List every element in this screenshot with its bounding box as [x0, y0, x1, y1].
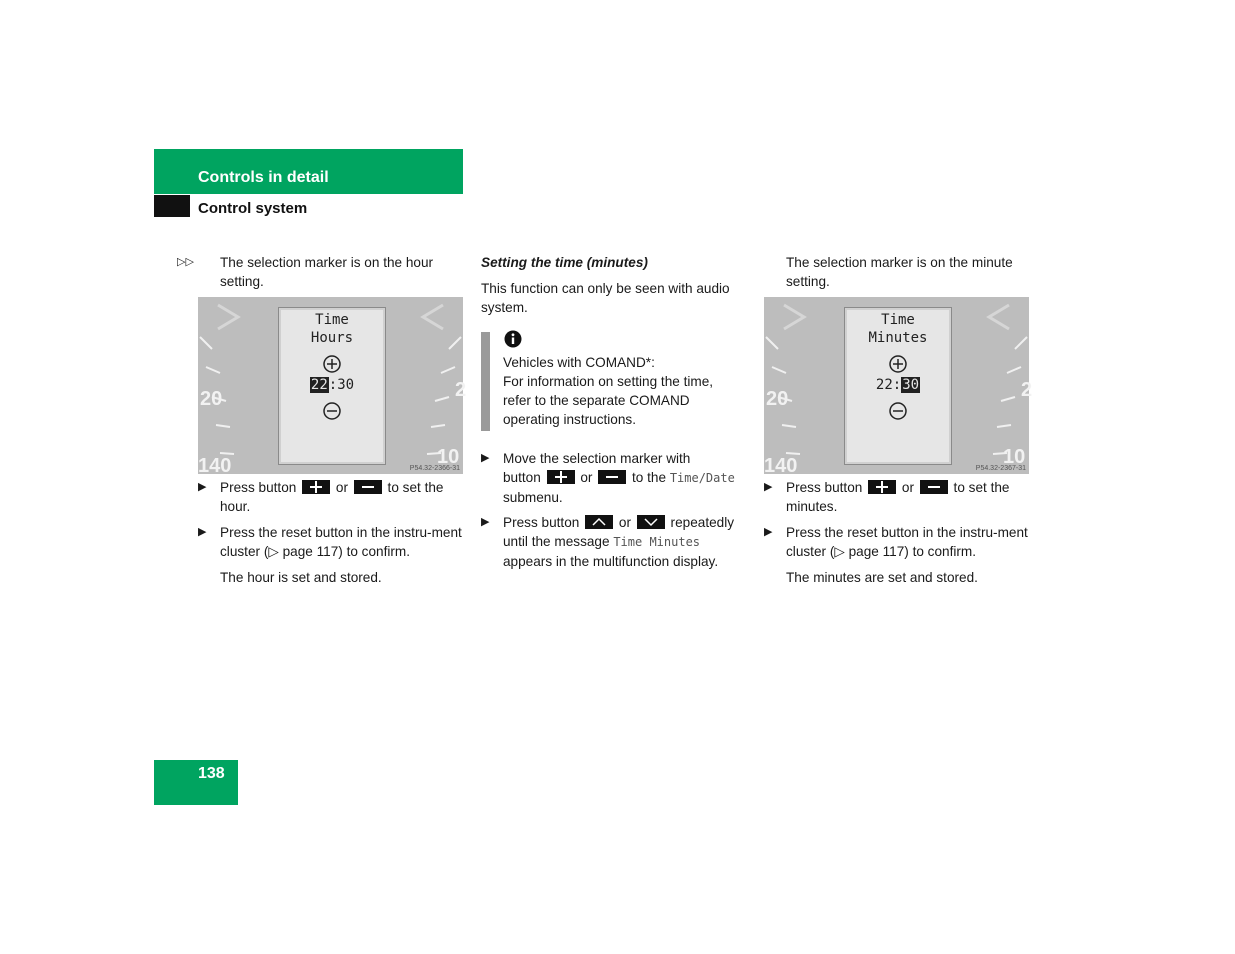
section-title: Controls in detail: [198, 169, 329, 186]
gauge-label: 2: [455, 379, 467, 401]
gauge-label: 10: [1003, 446, 1026, 468]
hour-value: 22: [310, 377, 328, 393]
col2-intro: This function can only be seen with audio system.: [481, 281, 730, 315]
gauge-label: 20: [766, 388, 789, 410]
bullet-icon: ▶: [764, 481, 773, 493]
up-button-icon: [585, 515, 613, 529]
col2-step1: ▶ Move the selection marker with button or to the Time/Date submenu.: [481, 451, 735, 505]
col1-result: The hour is set and stored.: [220, 570, 382, 585]
page-number: 138: [198, 765, 225, 782]
minus-button-icon: [598, 470, 626, 484]
plus-circle-icon: [322, 354, 342, 374]
col1-step2: ▶ Press the reset button in the instru-ment cluster (▷ page 117) to confirm.: [198, 525, 462, 559]
display-image-hours: [198, 297, 467, 477]
bullet-icon: ▶: [198, 481, 207, 493]
down-button-icon: [637, 515, 665, 529]
col1-intro: The selection marker is on the hour setting.: [220, 255, 434, 289]
col1-step1: ▶ Press button or to set the hour.: [198, 480, 444, 514]
info-box-bar: [481, 332, 490, 431]
display-time: [279, 377, 385, 393]
minus-button-icon: [354, 480, 382, 494]
image-code: P54.32-2366-31: [409, 465, 460, 472]
bullet-icon: ▶: [198, 526, 207, 538]
display-title: Time: [315, 312, 349, 328]
info-text: Vehicles with COMAND*: For information on setting the time, refer to the separate COMAND operating instructions.: [503, 355, 714, 427]
subheading: Setting the time (minutes): [481, 255, 648, 270]
plus-circle-icon: [888, 354, 908, 374]
message-text: Time Minutes: [613, 535, 701, 549]
display-mode: Hours: [310, 330, 354, 346]
multifunction-display: [278, 307, 386, 465]
display-mode: Minutes: [868, 330, 928, 346]
gauge-label: 20: [200, 388, 223, 410]
subsection-tab: [154, 195, 190, 217]
col3-step2: ▶ Press the reset button in the instru-ment cluster (▷ page 117) to confirm.: [764, 525, 1028, 559]
menu-name: Time/Date: [669, 471, 735, 485]
col3-step1: ▶ Press button or to set the minutes.: [764, 480, 1010, 514]
minus-circle-icon: [888, 401, 908, 421]
multifunction-display: [844, 307, 952, 465]
continue-marker: ▷▷: [177, 256, 194, 268]
col2-step2: ▶ Press button or repeatedly until the message Time Minutes appears in the multifunction display.: [481, 515, 735, 569]
bullet-icon: ▶: [481, 452, 490, 464]
col3-intro: The selection marker is on the minute setting.: [786, 255, 1013, 289]
col3-result: The minutes are set and stored.: [786, 570, 978, 585]
plus-button-icon: [302, 480, 330, 494]
time-separator: :: [892, 377, 902, 393]
minute-value: 30: [902, 377, 920, 393]
minute-value: 30: [337, 377, 355, 393]
display-image-minutes: [764, 297, 1033, 477]
subsection-title: Control system: [198, 200, 308, 217]
display-time: [845, 377, 951, 393]
display-title: Time: [881, 312, 915, 328]
plus-button-icon: [547, 470, 575, 484]
gauge-label: 140: [764, 455, 798, 477]
gauge-label: 140: [198, 455, 232, 477]
info-icon: [504, 330, 522, 348]
minus-circle-icon: [322, 401, 342, 421]
hour-value: 22: [875, 377, 893, 393]
gauge-label: 2: [1021, 379, 1033, 401]
gauge-label: 10: [437, 446, 460, 468]
page-number-box: [154, 760, 238, 805]
minus-button-icon: [920, 480, 948, 494]
bullet-icon: ▶: [481, 516, 490, 528]
image-code: P54.32-2367-31: [975, 465, 1026, 472]
plus-button-icon: [868, 480, 896, 494]
bullet-icon: ▶: [764, 526, 773, 538]
time-separator: :: [328, 377, 338, 393]
